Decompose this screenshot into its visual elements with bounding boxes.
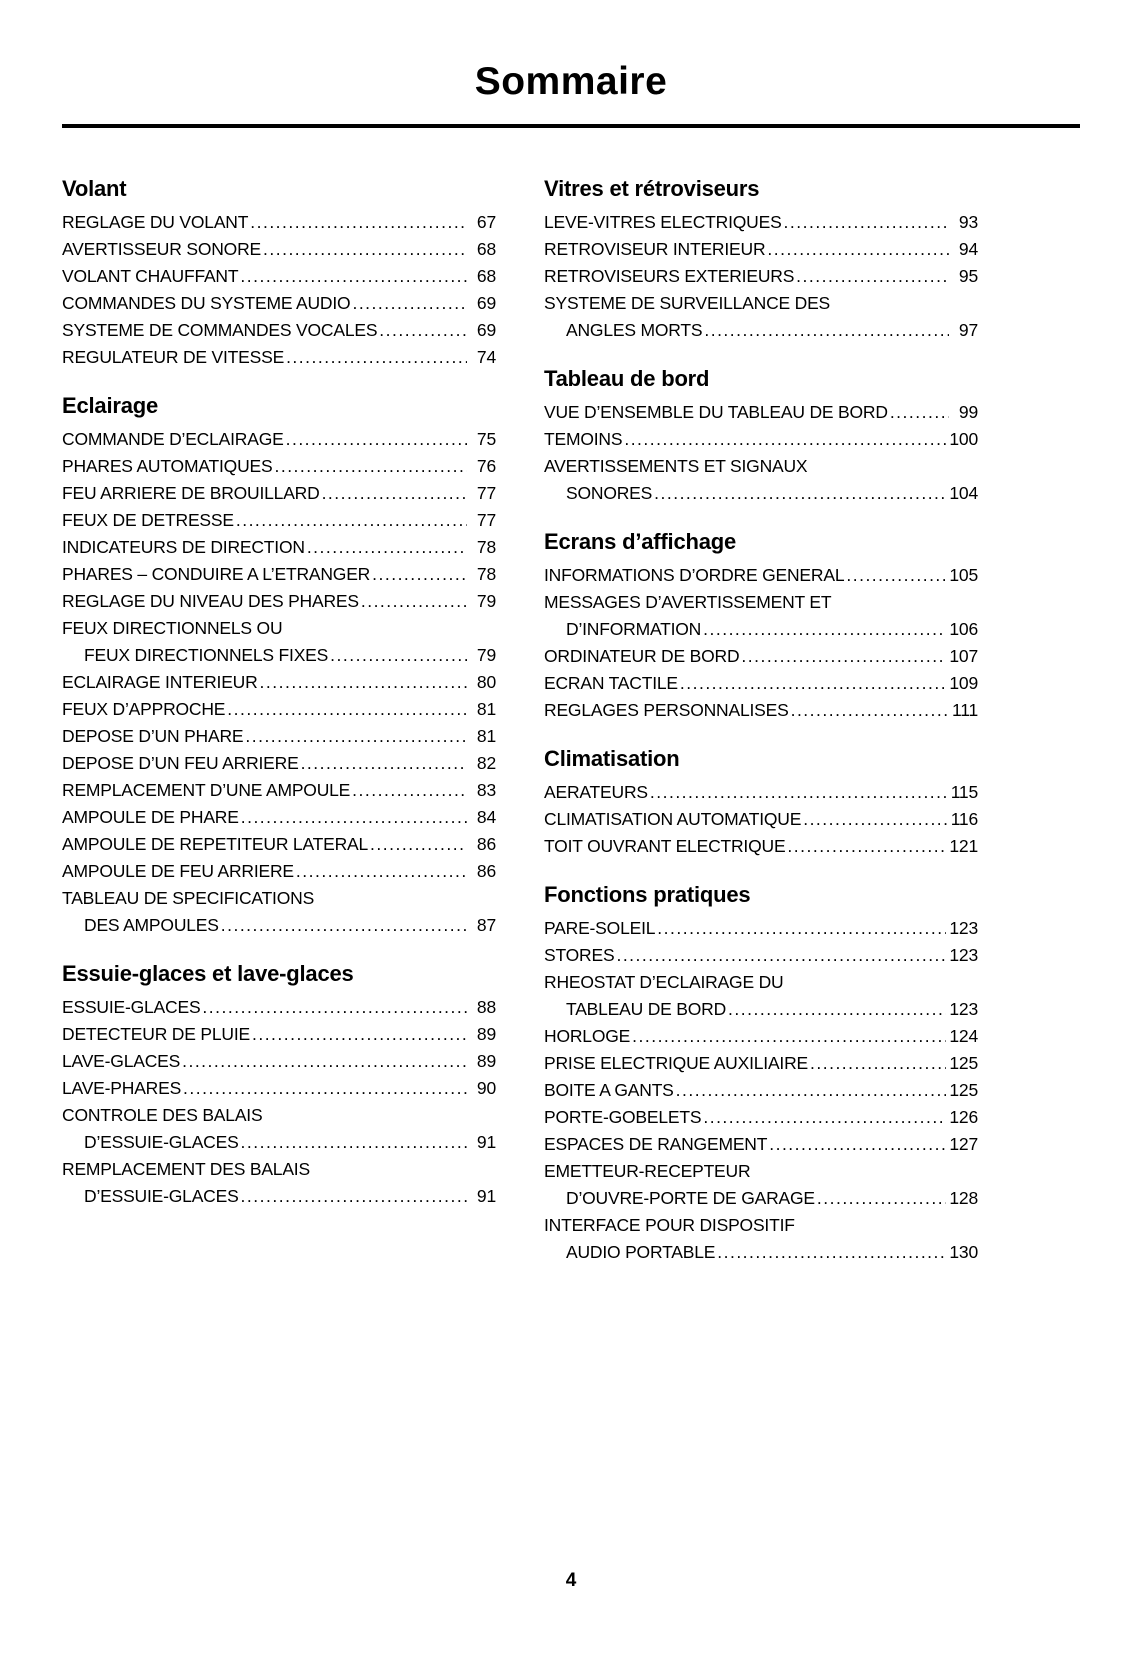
dot-leader <box>260 669 467 696</box>
toc-entry-page: 88 <box>476 997 496 1017</box>
toc-entry <box>62 1021 496 1048</box>
dot-leader <box>286 426 467 453</box>
toc-entry-label: REMPLACEMENT DES BALAIS <box>62 1159 310 1179</box>
dot-leader <box>241 1129 467 1156</box>
toc-entry-label: REMPLACEMENT D’UNE AMPOULE <box>62 780 351 800</box>
toc-entry-page: 82 <box>476 753 496 773</box>
toc-entry <box>62 1102 496 1129</box>
toc-entry-page: 81 <box>476 726 496 746</box>
toc-entry-page: 104 <box>949 483 978 503</box>
dot-leader <box>650 779 948 806</box>
toc-entry-label: ANGLES MORTS <box>566 320 703 340</box>
toc-entry-page: 86 <box>476 834 496 854</box>
toc-entry <box>544 1077 978 1104</box>
toc-entry-label: ECLAIRAGE INTERIEUR <box>62 672 258 692</box>
toc-entry-page: 106 <box>949 619 978 639</box>
dot-leader <box>240 263 467 290</box>
toc-entry-page: 76 <box>476 456 496 476</box>
toc-entry-page: 94 <box>958 239 978 259</box>
toc-entry <box>62 1156 496 1183</box>
dot-leader <box>379 317 467 344</box>
toc-entry-page: 99 <box>958 402 978 422</box>
toc-entry-label: AMPOULE DE FEU ARRIERE <box>62 861 294 881</box>
toc-entry-page: 79 <box>476 591 496 611</box>
toc-entry <box>62 263 496 290</box>
toc-entry-label: AMPOULE DE PHARE <box>62 807 239 827</box>
dot-leader <box>250 209 467 236</box>
toc-entry-label: RHEOSTAT D’ECLAIRAGE DU <box>544 972 784 992</box>
toc-entry <box>62 507 496 534</box>
dot-leader <box>890 399 949 426</box>
toc-entry-label: ESPACES DE RANGEMENT <box>544 1134 768 1154</box>
toc-entry <box>62 236 496 263</box>
toc-entry <box>62 290 496 317</box>
toc-entry-page: 78 <box>476 537 496 557</box>
toc-entry-page: 123 <box>949 999 978 1019</box>
dot-leader <box>704 317 949 344</box>
toc-entry-page: 68 <box>476 266 496 286</box>
footer-page-number: 4 <box>565 1570 577 1591</box>
title-rule <box>62 124 1080 128</box>
toc-entry-label: PARE-SOLEIL <box>544 918 656 938</box>
dot-leader <box>252 1021 467 1048</box>
toc-entry-page: 130 <box>949 1242 978 1262</box>
toc-entry-label: VUE D’ENSEMBLE DU TABLEAU DE BORD <box>544 402 888 422</box>
toc-entry <box>544 1239 978 1266</box>
toc-entry-page: 77 <box>476 510 496 530</box>
toc-entry-label: PRISE ELECTRIQUE AUXILIAIRE <box>544 1053 808 1073</box>
toc-entry <box>544 236 978 263</box>
toc-entry <box>544 1023 978 1050</box>
dot-leader <box>796 263 949 290</box>
toc-entry <box>544 942 978 969</box>
toc-entry-label: REGLAGES PERSONNALISES <box>544 700 789 720</box>
toc-entry-label: CLIMATISATION AUTOMATIQUE <box>544 809 802 829</box>
toc-entry-label: AERATEURS <box>544 782 648 802</box>
toc-entry-label: ECRAN TACTILE <box>544 673 678 693</box>
toc-entry <box>62 831 496 858</box>
dot-leader <box>616 942 946 969</box>
dot-leader <box>676 1077 947 1104</box>
dot-leader <box>330 642 467 669</box>
toc-entry-page: 109 <box>949 673 978 693</box>
toc-entry-page: 86 <box>476 861 496 881</box>
dot-leader <box>236 507 467 534</box>
toc-entry <box>544 480 978 507</box>
toc-entry-label: FEU ARRIERE DE BROUILLARD <box>62 483 320 503</box>
toc-entry-label: D’OUVRE-PORTE DE GARAGE <box>566 1188 815 1208</box>
toc-entry-page: 125 <box>949 1053 978 1073</box>
toc-entry-page: 123 <box>949 945 978 965</box>
page-title: Sommaire <box>474 60 668 103</box>
toc-entry <box>544 209 978 236</box>
dot-leader <box>274 453 467 480</box>
dot-leader <box>769 1131 946 1158</box>
toc-entry <box>544 779 978 806</box>
section-heading: Vitres et rétroviseurs <box>544 176 760 201</box>
dot-leader <box>717 1239 946 1266</box>
toc-entry <box>62 453 496 480</box>
dot-leader <box>370 831 467 858</box>
toc-columns <box>62 154 1080 1272</box>
toc-entry <box>62 588 496 615</box>
toc-entry-label: DEPOSE D’UN FEU ARRIERE <box>62 753 299 773</box>
toc-entry-page: 121 <box>949 836 978 856</box>
toc-entry <box>62 885 496 912</box>
dot-leader <box>183 1075 467 1102</box>
toc-entry <box>62 615 496 642</box>
toc-entry-label: ORDINATEUR DE BORD <box>544 646 740 666</box>
toc-entry <box>544 263 978 290</box>
toc-entry-label: REGLAGE DU NIVEAU DES PHARES <box>62 591 359 611</box>
dot-leader <box>227 696 467 723</box>
dot-leader <box>372 561 467 588</box>
toc-entry-label: CONTROLE DES BALAIS <box>62 1105 263 1125</box>
toc-entry-label: AMPOULE DE REPETITEUR LATERAL <box>62 834 369 854</box>
toc-entry-label: FEUX DIRECTIONNELS OU <box>62 618 283 638</box>
toc-entry <box>544 616 978 643</box>
dot-leader <box>680 670 947 697</box>
dot-leader <box>301 750 467 777</box>
toc-entry-label: DETECTEUR DE PLUIE <box>62 1024 250 1044</box>
toc-entry-label: STORES <box>544 945 615 965</box>
toc-entry <box>544 589 978 616</box>
dot-leader <box>784 209 949 236</box>
toc-entry-label: D’INFORMATION <box>566 619 702 639</box>
toc-entry-page: 123 <box>949 918 978 938</box>
toc-entry-page: 124 <box>949 1026 978 1046</box>
toc-column-left <box>62 154 496 1272</box>
toc-entry <box>544 1050 978 1077</box>
toc-column-right <box>544 154 978 1272</box>
toc-entry <box>62 426 496 453</box>
toc-entry-page: 115 <box>950 782 978 802</box>
toc-entry <box>62 480 496 507</box>
toc-entry-label: D’ESSUIE-GLACES <box>84 1132 239 1152</box>
toc-entry-label: VOLANT CHAUFFANT <box>62 266 239 286</box>
toc-entry <box>62 642 496 669</box>
toc-section <box>544 176 978 344</box>
toc-entry <box>62 777 496 804</box>
toc-entry-page: 79 <box>476 645 496 665</box>
toc-entry <box>544 1185 978 1212</box>
toc-entry-label: AVERTISSEUR SONORE <box>62 239 261 259</box>
toc-entry-page: 91 <box>476 1132 496 1152</box>
toc-entry <box>62 858 496 885</box>
toc-entry <box>62 1048 496 1075</box>
dot-leader <box>624 426 946 453</box>
toc-entry-label: HORLOGE <box>544 1026 631 1046</box>
toc-entry-page: 74 <box>476 347 496 367</box>
toc-entry-label: REGULATEUR DE VITESSE <box>62 347 285 367</box>
dot-leader <box>241 1183 467 1210</box>
toc-entry-label: EMETTEUR-RECEPTEUR <box>544 1161 751 1181</box>
toc-section <box>544 529 978 724</box>
toc-entry-label: AUDIO PORTABLE <box>566 1242 716 1262</box>
toc-entry <box>544 317 978 344</box>
toc-entry-page: 105 <box>949 565 978 585</box>
dot-leader <box>654 480 946 507</box>
dot-leader <box>241 804 467 831</box>
toc-entry-page: 90 <box>476 1078 496 1098</box>
dot-leader <box>352 777 467 804</box>
section-heading: Volant <box>62 176 127 201</box>
toc-entry-label: REGLAGE DU VOLANT <box>62 212 249 232</box>
toc-entry <box>544 996 978 1023</box>
dot-leader <box>803 806 947 833</box>
toc-entry <box>62 209 496 236</box>
section-heading: Eclairage <box>62 393 159 418</box>
toc-entry-label: LEVE-VITRES ELECTRIQUES <box>544 212 782 232</box>
toc-entry-page: 75 <box>476 429 496 449</box>
toc-entry-label: SONORES <box>566 483 653 503</box>
section-heading: Tableau de bord <box>544 366 710 391</box>
toc-entry-page: 68 <box>476 239 496 259</box>
toc-entry-label: SYSTEME DE COMMANDES VOCALES <box>62 320 378 340</box>
toc-entry-label: FEUX D’APPROCHE <box>62 699 226 719</box>
toc-section <box>62 393 496 939</box>
toc-entry <box>62 669 496 696</box>
toc-entry <box>544 1131 978 1158</box>
dot-leader <box>361 588 467 615</box>
toc-entry-page: 97 <box>958 320 978 340</box>
toc-entry-page: 95 <box>958 266 978 286</box>
section-heading: Fonctions pratiques <box>544 882 751 907</box>
toc-entry-label: ESSUIE-GLACES <box>62 997 201 1017</box>
toc-entry-label: SYSTEME DE SURVEILLANCE DES <box>544 293 831 313</box>
toc-entry-page: 89 <box>476 1051 496 1071</box>
section-heading: Climatisation <box>544 746 680 771</box>
dot-leader <box>791 697 949 724</box>
toc-entry-page: 93 <box>958 212 978 232</box>
toc-entry-page: 67 <box>476 212 496 232</box>
toc-entry <box>62 1129 496 1156</box>
toc-section <box>62 961 496 1210</box>
toc-entry <box>544 643 978 670</box>
dot-leader <box>810 1050 946 1077</box>
toc-entry <box>544 1158 978 1185</box>
toc-entry-label: INDICATEURS DE DIRECTION <box>62 537 305 557</box>
toc-entry <box>544 1104 978 1131</box>
toc-entry-label: D’ESSUIE-GLACES <box>84 1186 239 1206</box>
dot-leader <box>846 562 946 589</box>
toc-entry-page: 127 <box>949 1134 978 1154</box>
dot-leader <box>787 833 946 860</box>
toc-entry-label: TOIT OUVRANT ELECTRIQUE <box>544 836 786 856</box>
dot-leader <box>352 290 467 317</box>
toc-entry-page: 107 <box>949 646 978 666</box>
toc-entry <box>62 317 496 344</box>
toc-entry <box>62 1075 496 1102</box>
toc-entry-label: COMMANDE D’ECLAIRAGE <box>62 429 284 449</box>
dot-leader <box>817 1185 947 1212</box>
toc-entry <box>544 969 978 996</box>
toc-entry-label: DEPOSE D’UN PHARE <box>62 726 244 746</box>
dot-leader <box>245 723 467 750</box>
dot-leader <box>322 480 467 507</box>
toc-entry-page: 111 <box>951 700 978 720</box>
toc-entry-label: PHARES AUTOMATIQUES <box>62 456 273 476</box>
toc-entry <box>544 1212 978 1239</box>
toc-entry-label: TABLEAU DE SPECIFICATIONS <box>62 888 315 908</box>
toc-entry-page: 69 <box>476 320 496 340</box>
section-heading: Essuie-glaces et lave-glaces <box>62 961 354 986</box>
toc-entry <box>62 534 496 561</box>
toc-entry-page: 89 <box>476 1024 496 1044</box>
toc-entry-label: COMMANDES DU SYSTEME AUDIO <box>62 293 351 313</box>
toc-entry-page: 87 <box>476 915 496 935</box>
toc-entry <box>62 696 496 723</box>
dot-leader <box>286 344 467 371</box>
toc-section <box>62 176 496 371</box>
section-heading: Ecrans d’affichage <box>544 529 737 554</box>
toc-entry <box>544 697 978 724</box>
toc-entry-label: INFORMATIONS D’ORDRE GENERAL <box>544 565 845 585</box>
toc-entry-page: 84 <box>476 807 496 827</box>
dot-leader <box>767 236 949 263</box>
toc-entry-page: 80 <box>476 672 496 692</box>
toc-entry-label: BOITE A GANTS <box>544 1080 674 1100</box>
dot-leader <box>263 236 467 263</box>
toc-entry-page: 77 <box>476 483 496 503</box>
toc-entry-label: TEMOINS <box>544 429 623 449</box>
toc-entry-page: 116 <box>950 809 978 829</box>
toc-entry-page: 78 <box>476 564 496 584</box>
toc-entry-label: DES AMPOULES <box>84 915 219 935</box>
toc-entry <box>544 670 978 697</box>
toc-entry-page: 100 <box>949 429 978 449</box>
toc-entry-page: 83 <box>476 780 496 800</box>
toc-entry-page: 69 <box>476 293 496 313</box>
toc-entry <box>544 426 978 453</box>
toc-entry <box>62 723 496 750</box>
toc-entry-page: 91 <box>476 1186 496 1206</box>
dot-leader <box>296 858 467 885</box>
toc-entry <box>62 994 496 1021</box>
toc-entry-label: RETROVISEURS EXTERIEURS <box>544 266 795 286</box>
toc-entry <box>544 399 978 426</box>
dot-leader <box>632 1023 946 1050</box>
toc-entry <box>62 804 496 831</box>
toc-entry-label: PHARES – CONDUIRE A L’ETRANGER <box>62 564 371 584</box>
toc-entry-label: LAVE-PHARES <box>62 1078 182 1098</box>
toc-entry-label: TABLEAU DE BORD <box>566 999 727 1019</box>
toc-entry <box>544 453 978 480</box>
toc-entry <box>62 344 496 371</box>
toc-entry-label: LAVE-GLACES <box>62 1051 181 1071</box>
toc-entry <box>544 833 978 860</box>
dot-leader <box>307 534 467 561</box>
toc-entry-page: 125 <box>949 1080 978 1100</box>
toc-entry-label: FEUX DE DETRESSE <box>62 510 234 530</box>
toc-section <box>544 882 978 1266</box>
toc-entry <box>544 806 978 833</box>
dot-leader <box>657 915 946 942</box>
dot-leader <box>703 1104 946 1131</box>
toc-entry-label: RETROVISEUR INTERIEUR <box>544 239 766 259</box>
dot-leader <box>221 912 467 939</box>
dot-leader <box>728 996 946 1023</box>
toc-entry <box>62 912 496 939</box>
toc-entry-label: PORTE-GOBELETS <box>544 1107 702 1127</box>
toc-entry-page: 128 <box>949 1188 978 1208</box>
toc-section <box>544 366 978 507</box>
toc-entry-page: 126 <box>949 1107 978 1127</box>
toc-entry <box>544 915 978 942</box>
toc-entry <box>544 562 978 589</box>
dot-leader <box>741 643 946 670</box>
toc-section <box>544 746 978 860</box>
toc-entry-label: AVERTISSEMENTS ET SIGNAUX <box>544 456 808 476</box>
toc-entry <box>544 290 978 317</box>
toc-entry-label: MESSAGES D’AVERTISSEMENT ET <box>544 592 832 612</box>
toc-entry <box>62 561 496 588</box>
toc-entry <box>62 750 496 777</box>
toc-entry-page: 81 <box>476 699 496 719</box>
toc-entry-label: INTERFACE POUR DISPOSITIF <box>544 1215 795 1235</box>
dot-leader <box>703 616 946 643</box>
toc-entry-label: FEUX DIRECTIONNELS FIXES <box>84 645 329 665</box>
dot-leader <box>202 994 467 1021</box>
dot-leader <box>182 1048 467 1075</box>
toc-entry <box>62 1183 496 1210</box>
